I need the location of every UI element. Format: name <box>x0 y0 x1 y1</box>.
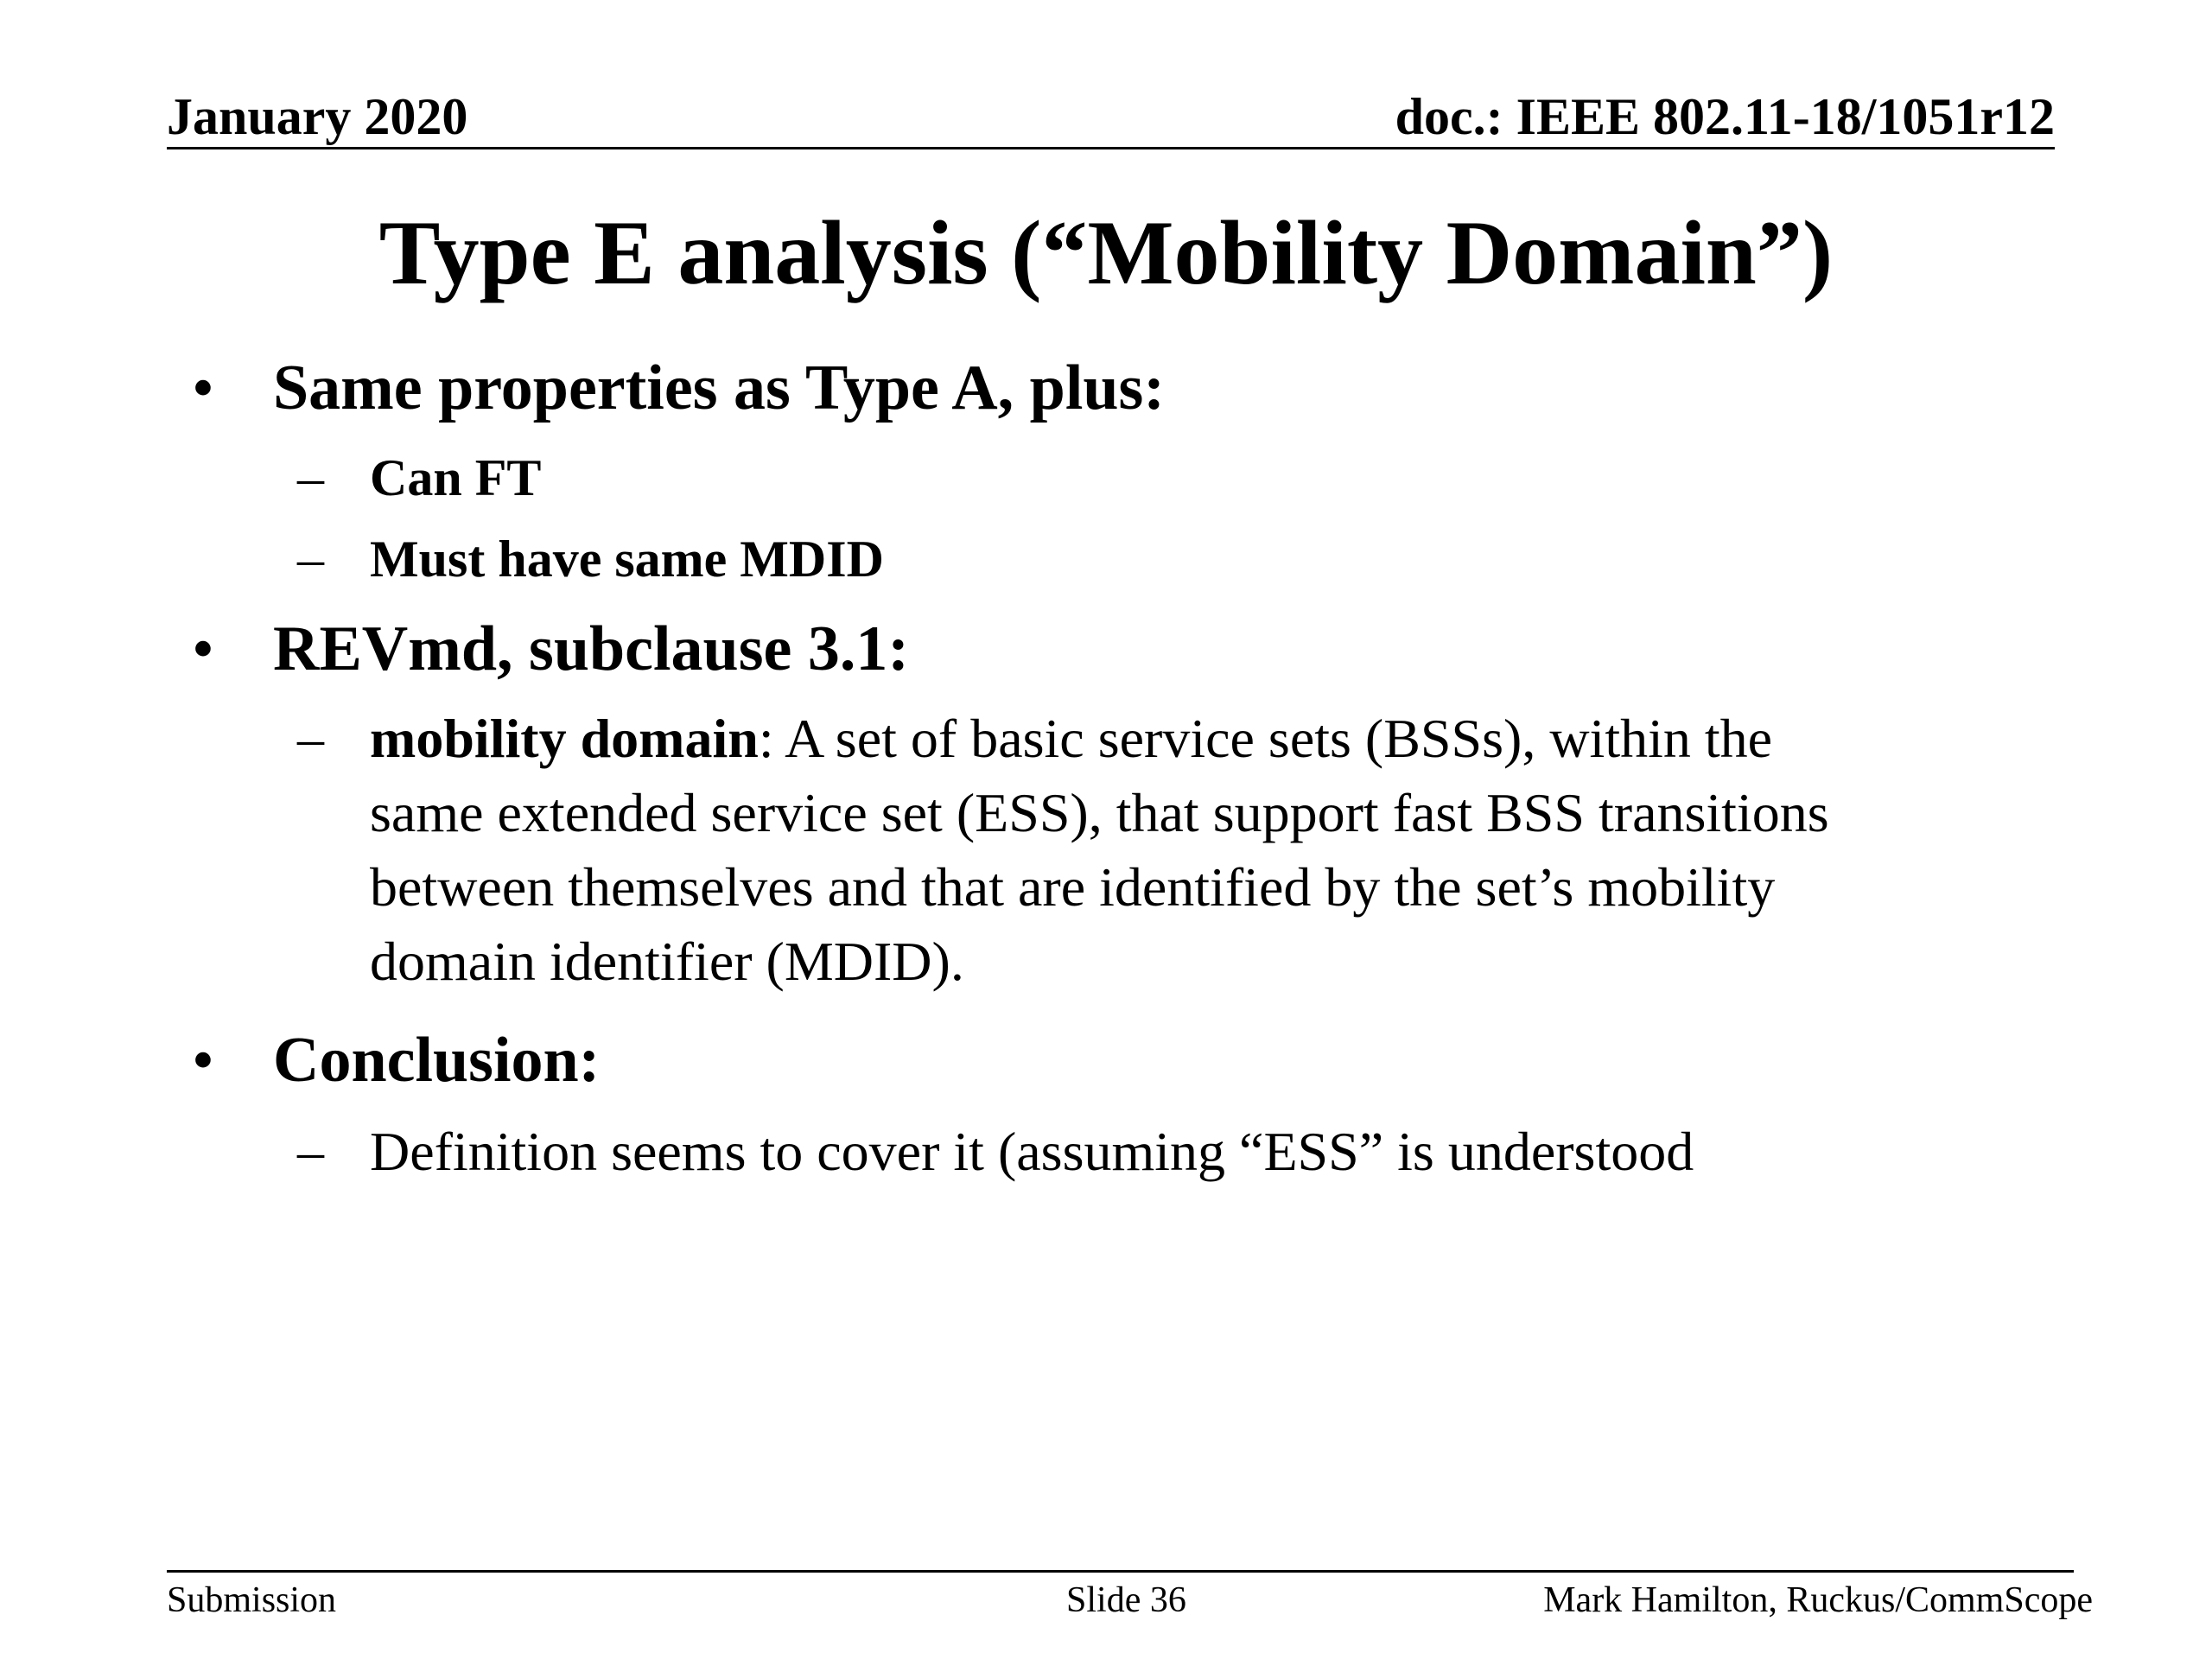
definition-line-2: same extended service set (ESS), that support fast BSS transitions <box>370 782 1829 843</box>
footer-author: Mark Hamilton, Ruckus/CommScope <box>1543 1580 2093 1620</box>
footer-slide-number: Slide 36 <box>1066 1580 1186 1620</box>
definition-line-1: : A set of basic service sets (BSSs), within the <box>758 708 1773 769</box>
header-doc-id: doc.: IEEE 802.11-18/1051r12 <box>1395 88 2055 145</box>
dash-marker: – <box>297 1122 324 1181</box>
footer-submission: Submission <box>167 1580 337 1620</box>
dash-marker: – <box>297 709 324 768</box>
bullet-marker: • <box>192 353 214 423</box>
dash-marker: – <box>297 448 324 507</box>
definition-mobility-domain <box>370 702 2055 776</box>
bullet-same-properties: Same properties as Type A, plus: <box>273 353 1165 423</box>
dash-marker: – <box>297 530 324 588</box>
header-date: January 2020 <box>167 88 468 145</box>
definition-line-4: domain identifier (MDID). <box>370 931 964 992</box>
slide-title: Type E analysis (“Mobility Domain”) <box>378 202 1834 303</box>
bullet-revmd-subclause: REVmd, subclause 3.1: <box>273 613 909 684</box>
definition-line-3: between themselves and that are identified by the set’s mobility <box>370 856 1776 918</box>
subitem-definition-covers: Definition seems to cover it (assuming “ESS” is understood <box>370 1121 1694 1182</box>
bullet-conclusion: Conclusion: <box>273 1025 601 1096</box>
subitem-same-mdid: Must have same MDID <box>370 531 884 588</box>
header-divider <box>167 147 2055 149</box>
definition-term: mobility domain <box>370 708 759 769</box>
footer-divider <box>167 1570 2074 1573</box>
subitem-can-ft: Can FT <box>370 449 542 506</box>
bullet-marker: • <box>192 613 214 684</box>
bullet-marker: • <box>192 1025 214 1096</box>
